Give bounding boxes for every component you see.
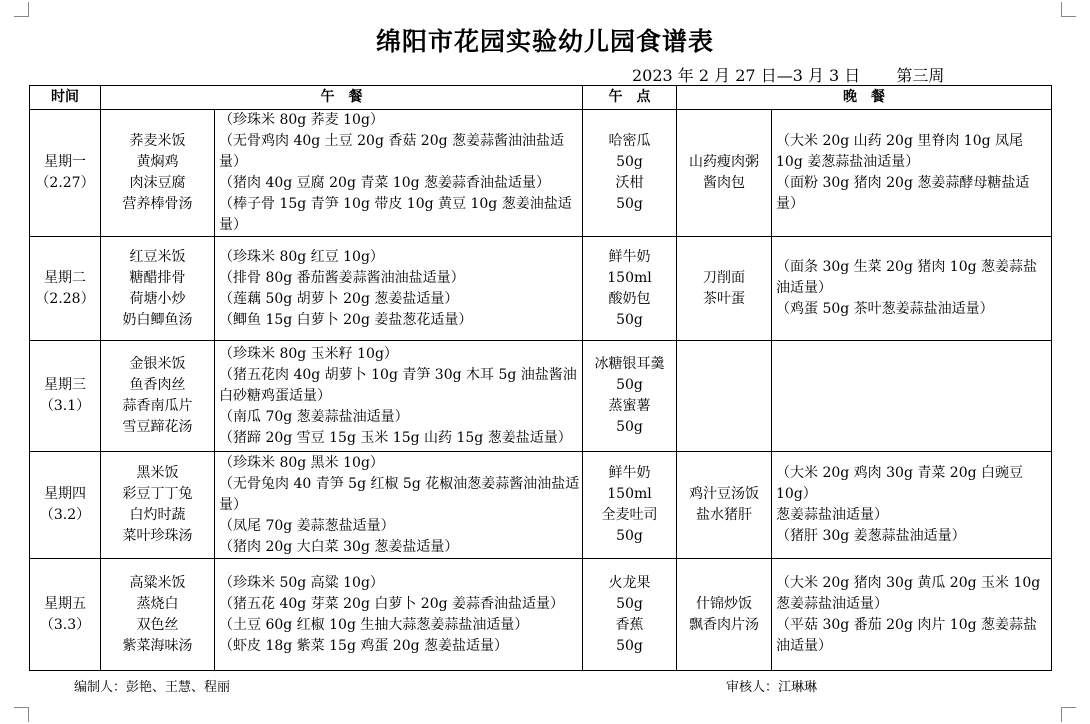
snack-item: 蒸蜜薯	[608, 398, 651, 414]
snack-item: 沃柑	[615, 175, 644, 191]
day-cell	[30, 559, 101, 671]
day-date: （2.27）	[35, 175, 95, 191]
lunch-ingredient-line: （珍珠米 80g 红豆 10g）	[219, 248, 384, 265]
dinner-dishes-cell	[677, 452, 772, 559]
lunch-dish: 奶白鲫鱼汤	[122, 311, 193, 328]
lunch-dish: 黄焖鸡	[136, 154, 179, 170]
lunch-dish: 双色丝	[136, 616, 179, 633]
dinner-dish: 飘香肉片汤	[689, 616, 759, 633]
dinner-ingredient-line: 葱姜蒜盐油适量）	[776, 507, 888, 523]
snack-item: 150ml	[607, 269, 652, 286]
snack-item: 火龙果	[608, 574, 651, 591]
dinner-dish: 鸡汁豆汤饭	[689, 486, 759, 502]
lunch-dish: 营养棒骨汤	[122, 196, 193, 212]
day-date: （2.28）	[35, 290, 95, 307]
dinner-dishes-cell	[677, 559, 772, 671]
table-row	[30, 559, 1052, 671]
dinner-ingredient-line: （大米 20g 山药 20g 里脊肉 10g 凤尾 10g 姜葱蒜盐油适量）	[776, 133, 1024, 170]
snack-item: 全麦吐司	[601, 507, 658, 523]
lunch-ingredient-line: （排骨 80g 番茄酱姜蒜酱油油盐适量）	[219, 269, 465, 286]
lunch-dish: 高粱米饭	[129, 574, 186, 591]
snack-item: 50g	[616, 528, 643, 544]
lunch-ingredient-line: （珍珠米 80g 荞麦 10g）	[219, 112, 384, 128]
lunch-dish: 鱼香肉丝	[129, 377, 186, 393]
weekday: 星期二	[44, 269, 86, 286]
snack-cell	[583, 110, 677, 237]
dinner-dishes-cell	[677, 237, 772, 341]
day-date: （3.1）	[39, 398, 91, 414]
dinner-dish: 茶叶蛋	[703, 290, 745, 307]
dinner-ingredients-cell	[772, 237, 1052, 341]
lunch-ingredient-line: （土豆 60g 红椒 10g 生抽大蒜葱姜蒜盐油适量）	[219, 616, 529, 633]
header-time: 时间	[30, 86, 101, 110]
snack-cell	[583, 559, 677, 671]
lunch-dish: 白灼时蔬	[129, 507, 186, 523]
lunch-dishes-cell	[101, 341, 215, 452]
lunch-ingredient-line: （南瓜 70g 葱姜蒜盐油适量）	[219, 408, 409, 425]
lunch-ingredients-cell	[215, 341, 583, 452]
dinner-ingredient-line: （面条 30g 生菜 20g 猪肉 10g 葱姜蒜盐油适量）	[776, 259, 1038, 296]
lunch-ingredient-line: （珍珠米 50g 高粱 10g）	[219, 574, 384, 591]
dinner-ingredient-line: （大米 20g 猪肉 30g 黄瓜 20g 玉米 10g 葱姜蒜盐油适量）	[776, 574, 1041, 612]
snack-item: 哈密瓜	[608, 133, 651, 149]
snack-item: 酸奶包	[608, 290, 651, 307]
dinner-ingredient-line: （面粉 30g 猪肉 20g 葱姜蒜酵母糖盐适量）	[776, 175, 1030, 212]
lunch-dish: 蒜香南瓜片	[122, 398, 193, 414]
dinner-dish: 盐水猪肝	[696, 507, 752, 523]
lunch-ingredient-line: （虾皮 18g 紫菜 15g 鸡蛋 20g 葱姜盐适量）	[219, 637, 509, 654]
dinner-ingredients-cell	[772, 452, 1052, 559]
header-snack: 午 点	[583, 86, 677, 110]
lunch-ingredients-cell	[215, 237, 583, 341]
lunch-dish: 蒸烧白	[136, 595, 179, 612]
lunch-dish: 紫菜海味汤	[122, 637, 193, 654]
snack-cell	[583, 237, 677, 341]
lunch-dish: 糖醋排骨	[129, 269, 186, 286]
lunch-ingredient-line: （猪五花 40g 芽菜 20g 白萝卜 20g 姜蒜香油盐适量）	[219, 595, 565, 612]
dinner-ingredient-line: （平菇 30g 番茄 20g 肉片 10g 葱姜蒜盐油适量）	[776, 616, 1038, 654]
lunch-dishes-cell	[101, 559, 215, 671]
dinner-ingredients-cell	[772, 110, 1052, 237]
dinner-dishes-cell	[677, 110, 772, 237]
dinner-dish: 山药瘦肉粥	[689, 154, 759, 170]
snack-item: 50g	[616, 196, 643, 212]
menu-table	[29, 85, 1052, 671]
snack-cell	[583, 452, 677, 559]
date-range: 2023 年 2 月 27 日—3 月 3 日	[632, 66, 861, 85]
day-cell	[30, 110, 101, 237]
dinner-ingredients-cell	[772, 559, 1052, 671]
lunch-dish: 金银米饭	[129, 356, 186, 372]
header-dinner: 晚 餐	[677, 86, 1052, 110]
snack-item: 150ml	[607, 486, 652, 502]
table-row	[30, 341, 1052, 452]
snack-item: 鲜牛奶	[608, 465, 651, 481]
day-cell	[30, 237, 101, 341]
snack-item: 50g	[616, 377, 643, 393]
day-date: （3.2）	[39, 507, 91, 523]
table-row	[30, 452, 1052, 559]
document-title: 绵阳市花园实验幼儿园食谱表	[375, 27, 714, 56]
dinner-ingredient-line: （大米 20g 鸡肉 30g 青菜 20g 白豌豆 10g）	[776, 465, 1024, 502]
page-corner-mark	[1061, 2, 1076, 17]
table-row	[30, 110, 1052, 237]
page-corner-mark	[14, 707, 29, 722]
snack-item: 香蕉	[615, 616, 644, 633]
lunch-dishes-cell	[101, 237, 215, 341]
page-corner-mark	[1061, 707, 1076, 722]
dinner-dish: 刀削面	[703, 269, 745, 286]
lunch-ingredient-line: （鲫鱼 15g 白萝卜 20g 姜盐葱花适量）	[219, 311, 473, 328]
lunch-dishes-cell	[101, 110, 215, 237]
dinner-ingredients-cell	[772, 341, 1052, 452]
lunch-dish: 黑米饭	[136, 465, 179, 481]
dinner-dish: 酱肉包	[703, 175, 745, 191]
dinner-dishes-cell	[677, 341, 772, 452]
reviewer-label: 审核人：江琳琳	[726, 680, 818, 695]
lunch-ingredient-line: （猪五花肉 40g 胡萝卜 10g 青笋 30g 木耳 5g 油盐酱油白砂糖鸡蛋适量）	[219, 366, 577, 404]
date-line	[632, 63, 944, 86]
dinner-ingredient-line: （猪肝 30g 姜葱蒜盐油适量）	[776, 528, 966, 544]
week-label: 第三周	[896, 66, 945, 85]
lunch-dish: 荞麦米饭	[129, 133, 186, 149]
lunch-ingredient-line: （无骨兔肉 40 青笋 5g 红椒 5g 花椒油葱姜蒜酱油油盐适量）	[219, 475, 580, 513]
snack-cell	[583, 341, 677, 452]
lunch-ingredient-line: （棒子骨 15g 青笋 10g 带皮 10g 黄豆 10g 葱姜油盐适量）	[219, 196, 572, 233]
lunch-dishes-cell	[101, 452, 215, 559]
lunch-ingredient-line: （珍珠米 80g 黑米 10g）	[219, 454, 384, 471]
snack-item: 鲜牛奶	[608, 248, 651, 265]
lunch-ingredients-cell	[215, 559, 583, 671]
snack-item: 冰糖银耳羹	[594, 356, 665, 372]
dinner-dish: 什锦炒饭	[696, 595, 752, 612]
lunch-dish: 菜叶珍珠汤	[122, 528, 193, 544]
snack-item: 50g	[616, 637, 643, 654]
lunch-ingredient-line: （珍珠米 80g 玉米籽 10g）	[219, 345, 398, 362]
lunch-ingredient-line: （无骨鸡肉 40g 土豆 20g 香菇 20g 葱姜蒜酱油油盐适量）	[219, 133, 565, 170]
snack-item: 50g	[616, 311, 643, 328]
weekday: 星期四	[44, 486, 86, 502]
day-cell	[30, 341, 101, 452]
lunch-ingredient-line: （凤尾 70g 姜蒜葱盐适量）	[219, 517, 395, 534]
lunch-ingredient-line: （猪肉 20g 大白菜 30g 葱姜盐适量）	[219, 538, 459, 555]
lunch-ingredient-line: （猪蹄 20g 雪豆 15g 玉米 15g 山药 15g 葱姜盐适量）	[219, 429, 572, 446]
day-date: （3.3）	[39, 616, 91, 633]
page-corner-mark	[14, 2, 29, 17]
lunch-dish: 肉沫豆腐	[129, 175, 186, 191]
lunch-dish: 彩豆丁丁兔	[122, 486, 193, 502]
day-cell	[30, 452, 101, 559]
snack-item: 50g	[616, 595, 643, 612]
header-lunch: 午 餐	[101, 86, 583, 110]
dinner-ingredient-line: （鸡蛋 50g 茶叶葱姜蒜盐油适量）	[776, 301, 994, 317]
lunch-ingredient-line: （猪肉 40g 豆腐 20g 青菜 10g 葱姜蒜香油盐适量）	[219, 175, 551, 191]
table-row	[30, 237, 1052, 341]
weekday: 星期五	[44, 595, 86, 612]
lunch-ingredients-cell	[215, 110, 583, 237]
table-header-row	[30, 86, 1052, 110]
lunch-ingredient-line: （莲藕 50g 胡萝卜 20g 葱姜盐适量）	[219, 290, 459, 307]
lunch-dish: 雪豆蹄花汤	[122, 419, 193, 435]
weekday: 星期一	[44, 154, 86, 170]
snack-item: 50g	[616, 154, 643, 170]
weekday: 星期三	[44, 377, 86, 393]
compiler-label: 编制人：彭艳、王慧、程丽	[74, 680, 231, 695]
lunch-ingredients-cell	[215, 452, 583, 559]
lunch-dish: 红豆米饭	[129, 248, 186, 265]
snack-item: 50g	[616, 419, 643, 435]
lunch-dish: 荷塘小炒	[129, 290, 186, 307]
